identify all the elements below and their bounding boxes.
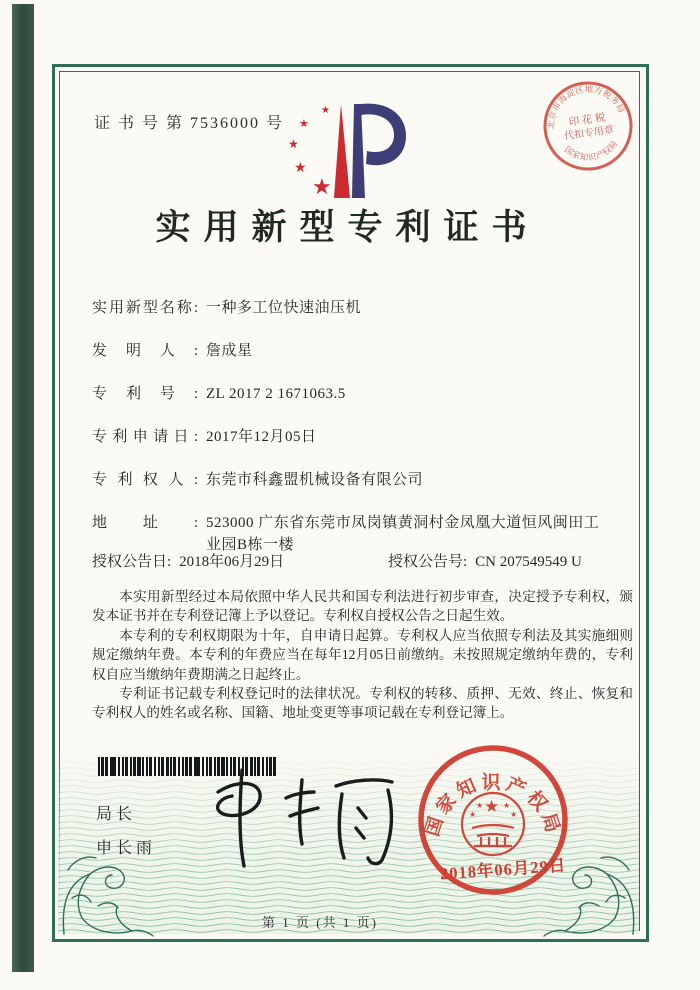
- field-value: 2017年12月05日: [206, 429, 317, 445]
- field-row-name: [92, 297, 637, 319]
- field-label: 专利号:: [92, 386, 198, 402]
- field-label: 专利权人:: [92, 472, 198, 488]
- director-signature: [190, 764, 405, 874]
- field-label: 地址:: [92, 515, 198, 531]
- grant-date-pair: [92, 551, 284, 573]
- logo-star-icon: ★: [288, 137, 299, 151]
- legal-text: [92, 587, 633, 723]
- tax-office-stamp: [540, 78, 636, 174]
- signer-block: [96, 798, 156, 866]
- field-value: 詹成星: [206, 343, 253, 359]
- svg-text:★: ★: [503, 801, 511, 810]
- grant-no-label: 授权公告号:: [388, 554, 468, 570]
- svg-text:★: ★: [476, 801, 484, 810]
- booklet-spine: [12, 4, 34, 972]
- field-value: 东莞市科鑫盟机械设备有限公司: [206, 472, 424, 488]
- field-label: 专利申请日:: [92, 429, 198, 445]
- svg-text:★: ★: [484, 797, 500, 817]
- field-row-patent-no: [92, 383, 637, 405]
- seal-org-text: 国家知识产权局: [421, 772, 565, 839]
- logo-star-icon: ★: [312, 175, 332, 200]
- cnipa-patent-logo: [288, 98, 412, 210]
- legal-paragraph: 专利证书记载专利权登记时的法律状况。专利权的转移、质押、无效、终止、恢复和专利权人的姓名或名称、国籍、地址变更等事项记载在专利登记簿上。: [92, 686, 633, 721]
- field-value: ZL 2017 2 1671063.5: [206, 386, 346, 402]
- tax-stamp-line2: 代扣专用章: [563, 124, 615, 143]
- national-emblem-icon: [462, 793, 524, 855]
- field-row-patentee: [92, 469, 637, 491]
- field-value: 523000 广东省东莞市凤岗镇黄洞村金凤凰大道恒风闽田工业园B栋一楼: [206, 515, 600, 553]
- legal-paragraph: 本专利的专利权期限为十年，自申请日起算。专利权人应当依照专利法及其实施细则规定缴纳年费。本专利的年费应当在每年12月05日前缴纳。未按照规定缴纳年费的，专利权自应当缴纳年费期满之日起终止。: [92, 627, 633, 682]
- seal-date: 2018年06月29日: [439, 855, 567, 884]
- certificate-title: 实用新型专利证书: [155, 208, 540, 247]
- svg-text:★: ★: [469, 810, 477, 819]
- signer-title: 局长: [96, 806, 137, 823]
- tax-stamp-line1: 印 花 税: [568, 112, 607, 129]
- logo-star-icon: ★: [321, 105, 330, 116]
- logo-star-icon: ★: [299, 117, 309, 130]
- grant-no-pair: [388, 551, 582, 573]
- field-value: 一种多工位快速油压机: [206, 300, 362, 316]
- grant-date-value: 2018年06月29日: [179, 554, 285, 570]
- signer-name: 申长雨: [96, 840, 157, 857]
- field-list: [92, 297, 637, 577]
- grant-no-value: CN 207549549 U: [475, 554, 582, 570]
- logo-star-icon: ★: [294, 160, 307, 176]
- tax-stamp-arc-top: 北京市海淀区地方税务局: [546, 84, 627, 130]
- page-number: 第 1 页 (共 1 页): [262, 915, 378, 930]
- field-row-filing-date: [92, 426, 637, 448]
- certificate-number: 证 书 号 第 7536000 号: [94, 115, 285, 132]
- tax-stamp-arc-bottom: 国家知识产权局: [562, 138, 620, 163]
- field-row-inventor: [92, 340, 637, 362]
- field-label: 实用新型名称:: [92, 300, 198, 316]
- legal-paragraph: 本实用新型经过本局依照中华人民共和国专利法进行初步审查，决定授予专利权，颁发本证书并在专利登记簿上予以登记。专利权自授权公告之日起生效。: [92, 589, 633, 624]
- svg-text:★: ★: [510, 810, 518, 819]
- field-label: 发明人:: [92, 343, 198, 359]
- field-row-address: [92, 512, 637, 556]
- grant-date-label: 授权公告日:: [92, 554, 172, 570]
